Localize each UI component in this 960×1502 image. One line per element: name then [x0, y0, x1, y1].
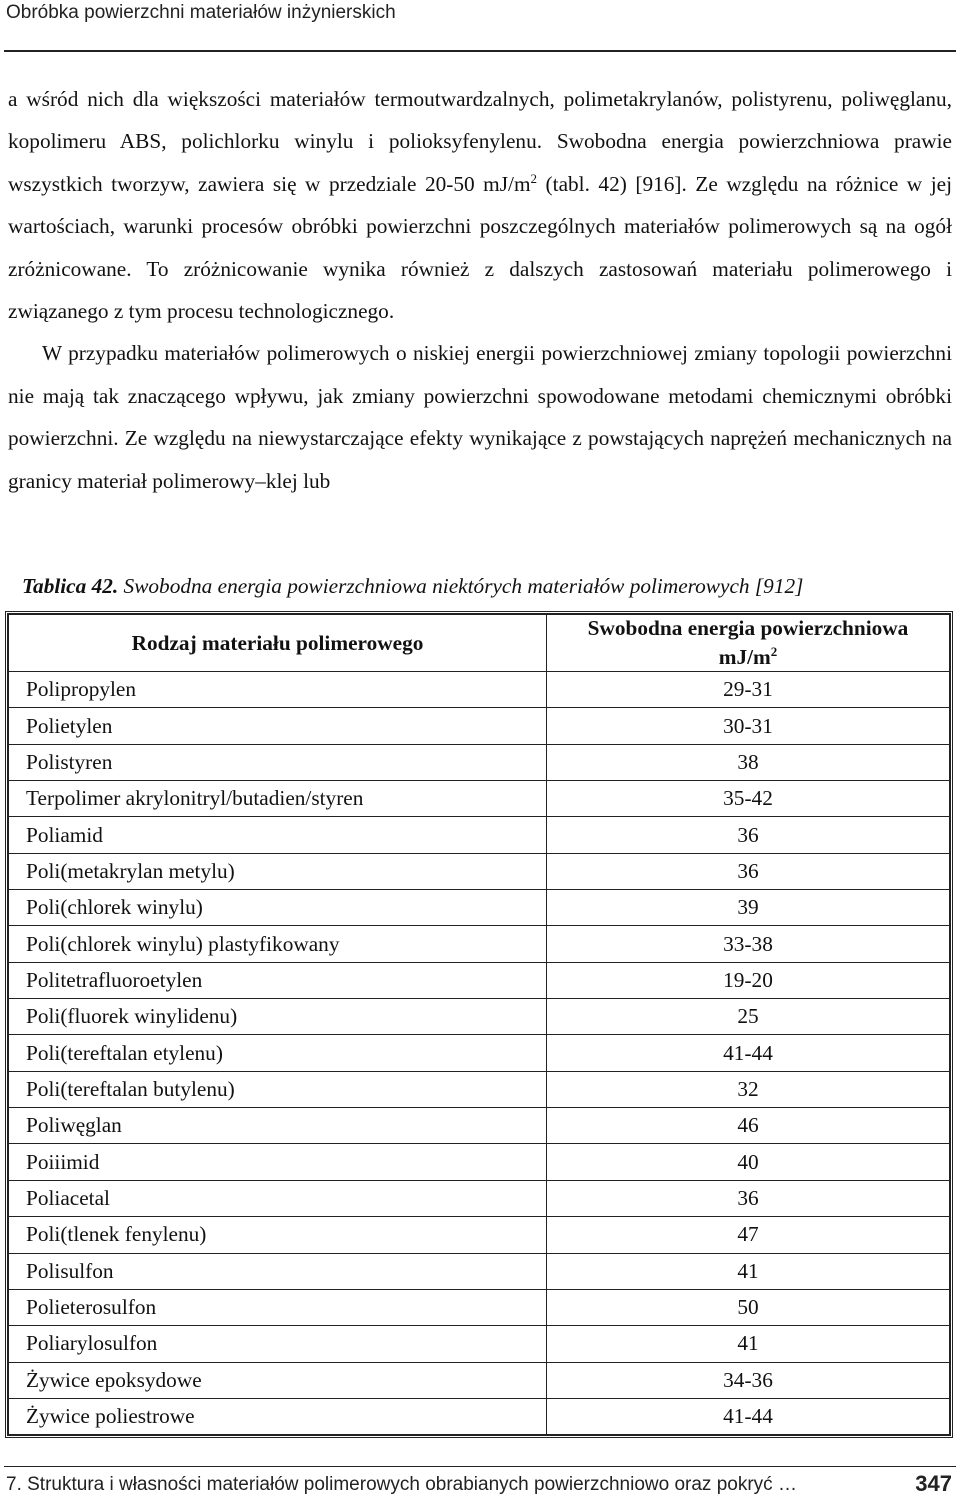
- material-name-cell: Poli(tereftalan etylenu): [9, 1035, 547, 1071]
- paragraph-1: [8, 78, 952, 332]
- material-name-cell: Poli(chlorek winylu) plastyfikowany: [9, 926, 547, 962]
- table-row: [9, 999, 950, 1035]
- material-name-cell: Polietylen: [9, 708, 547, 744]
- material-name-cell: Poli(metakrylan metylu): [9, 853, 547, 889]
- energy-value-cell: 34-36: [547, 1362, 950, 1398]
- energy-value-cell: 36: [547, 1180, 950, 1216]
- header-energy: [547, 615, 950, 672]
- material-name-cell: Żywice epoksydowe: [9, 1362, 547, 1398]
- energy-value-cell: 36: [547, 853, 950, 889]
- table-row: [9, 1326, 950, 1362]
- material-name-cell: Poliamid: [9, 817, 547, 853]
- energy-value-cell: 19-20: [547, 962, 950, 998]
- energy-value-cell: 41: [547, 1253, 950, 1289]
- table-row: [9, 1253, 950, 1289]
- table-row: [9, 708, 950, 744]
- paragraph-1-text-a: a wśród nich dla większości materiałów termoutwardzalnych, polimetakrylanów, polistyrenu, poliwęglanu, kopolimeru ABS, polichlorku winylu i polioksyfenylenu. Swobodna energia powierzchniowa prawie wszystkich tworzyw, zawiera się w przedziale 20-50 mJ/m: [8, 87, 952, 196]
- table-row: [9, 853, 950, 889]
- table-row: [9, 781, 950, 817]
- material-name-cell: Poliacetal: [9, 1180, 547, 1216]
- table-row: [9, 962, 950, 998]
- energy-value-cell: 41-44: [547, 1398, 950, 1434]
- material-name-cell: Poli(fluorek winylidenu): [9, 999, 547, 1035]
- body-text: [8, 78, 952, 502]
- material-name-cell: Polieterosulfon: [9, 1289, 547, 1325]
- table-caption: [22, 574, 803, 599]
- energy-value-cell: 33-38: [547, 926, 950, 962]
- material-name-cell: Żywice poliestrowe: [9, 1398, 547, 1434]
- material-name-cell: Politetrafluoroetylen: [9, 962, 547, 998]
- running-head: Obróbka powierzchni materiałów inżynierskich: [6, 2, 396, 23]
- table-caption-label: Tablica 42.: [22, 574, 119, 598]
- energy-value-cell: 35-42: [547, 781, 950, 817]
- material-name-cell: Poli(chlorek winylu): [9, 890, 547, 926]
- energy-value-cell: 38: [547, 744, 950, 780]
- material-name-cell: Polistyren: [9, 744, 547, 780]
- superscript: 2: [530, 170, 538, 186]
- header-rule: [4, 50, 956, 52]
- page-number: 347: [915, 1471, 952, 1496]
- energy-value-cell: 25: [547, 999, 950, 1035]
- energy-value-cell: 36: [547, 817, 950, 853]
- table-row: [9, 1071, 950, 1107]
- material-name-cell: Poli(tereftalan butylenu): [9, 1071, 547, 1107]
- footer-text: 7. Struktura i własności materiałów polimerowych obrabianych powierzchniowo oraz pokryć …: [6, 1474, 797, 1495]
- energy-value-cell: 47: [547, 1217, 950, 1253]
- table-row: [9, 1217, 950, 1253]
- table-row: [9, 1398, 950, 1434]
- table-row: [9, 1108, 950, 1144]
- table-row: [9, 890, 950, 926]
- header-energy-label: Swobodna energia powierzchniowa: [587, 616, 909, 641]
- table-row: [9, 672, 950, 708]
- table-caption-text: Swobodna energia powierzchniowa niektórych materiałów polimerowych [912]: [118, 574, 804, 598]
- footer-rule: [4, 1466, 956, 1467]
- table-row: [9, 1289, 950, 1325]
- table-row: [9, 817, 950, 853]
- material-name-cell: Poliarylosulfon: [9, 1326, 547, 1362]
- table-row: [9, 744, 950, 780]
- header-unit: mJ/m: [718, 645, 771, 670]
- material-name-cell: Poliwęglan: [9, 1108, 547, 1144]
- energy-value-cell: 41: [547, 1326, 950, 1362]
- material-name-cell: Terpolimer akrylonitryl/butadien/styren: [9, 781, 547, 817]
- header-material: Rodzaj materiału polimerowego: [9, 615, 547, 672]
- paragraph-2: W przypadku materiałów polimerowych o niskiej energii powierzchniowej zmiany topologii powierzchni nie mają tak znaczącego wpływu, jak zmiany powierzchni spowodowane metodami chemicznymi obróbki powierzchni. Ze względu na niewystarczające efekty wynikające z powstających naprężeń mechanicznych na granicy materiał polimerowy–klej lub: [8, 341, 952, 493]
- paragraph-1-text-b: (tabl. 42) [916]. Ze względu na różnice w jej wartościach, warunki procesów obróbki powierzchni poszczególnych materiałów polimerowych są na ogół zróżnicowane. To zróżnicowanie wynika również z dalszych zastosowań materiału polimerowego i związanego z tym procesu technologicznego.: [8, 171, 952, 324]
- header-unit-sup: 2: [770, 644, 778, 660]
- page-footer: [6, 1471, 952, 1496]
- table-row: [9, 926, 950, 962]
- energy-value-cell: 29-31: [547, 672, 950, 708]
- energy-value-cell: 32: [547, 1071, 950, 1107]
- material-name-cell: Poiiimid: [9, 1144, 547, 1180]
- material-name-cell: Poli(tlenek fenylenu): [9, 1217, 547, 1253]
- energy-table-grid: [8, 614, 950, 1435]
- table-row: [9, 1362, 950, 1398]
- table-row: [9, 1144, 950, 1180]
- energy-table: [5, 611, 953, 1438]
- table-body: [9, 672, 950, 1435]
- energy-value-cell: 41-44: [547, 1035, 950, 1071]
- energy-value-cell: 39: [547, 890, 950, 926]
- material-name-cell: Polisulfon: [9, 1253, 547, 1289]
- table-row: [9, 1180, 950, 1216]
- energy-value-cell: 50: [547, 1289, 950, 1325]
- energy-value-cell: 40: [547, 1144, 950, 1180]
- table-row: [9, 1035, 950, 1071]
- energy-value-cell: 30-31: [547, 708, 950, 744]
- material-name-cell: Polipropylen: [9, 672, 547, 708]
- energy-value-cell: 46: [547, 1108, 950, 1144]
- table-header-row: [9, 615, 950, 672]
